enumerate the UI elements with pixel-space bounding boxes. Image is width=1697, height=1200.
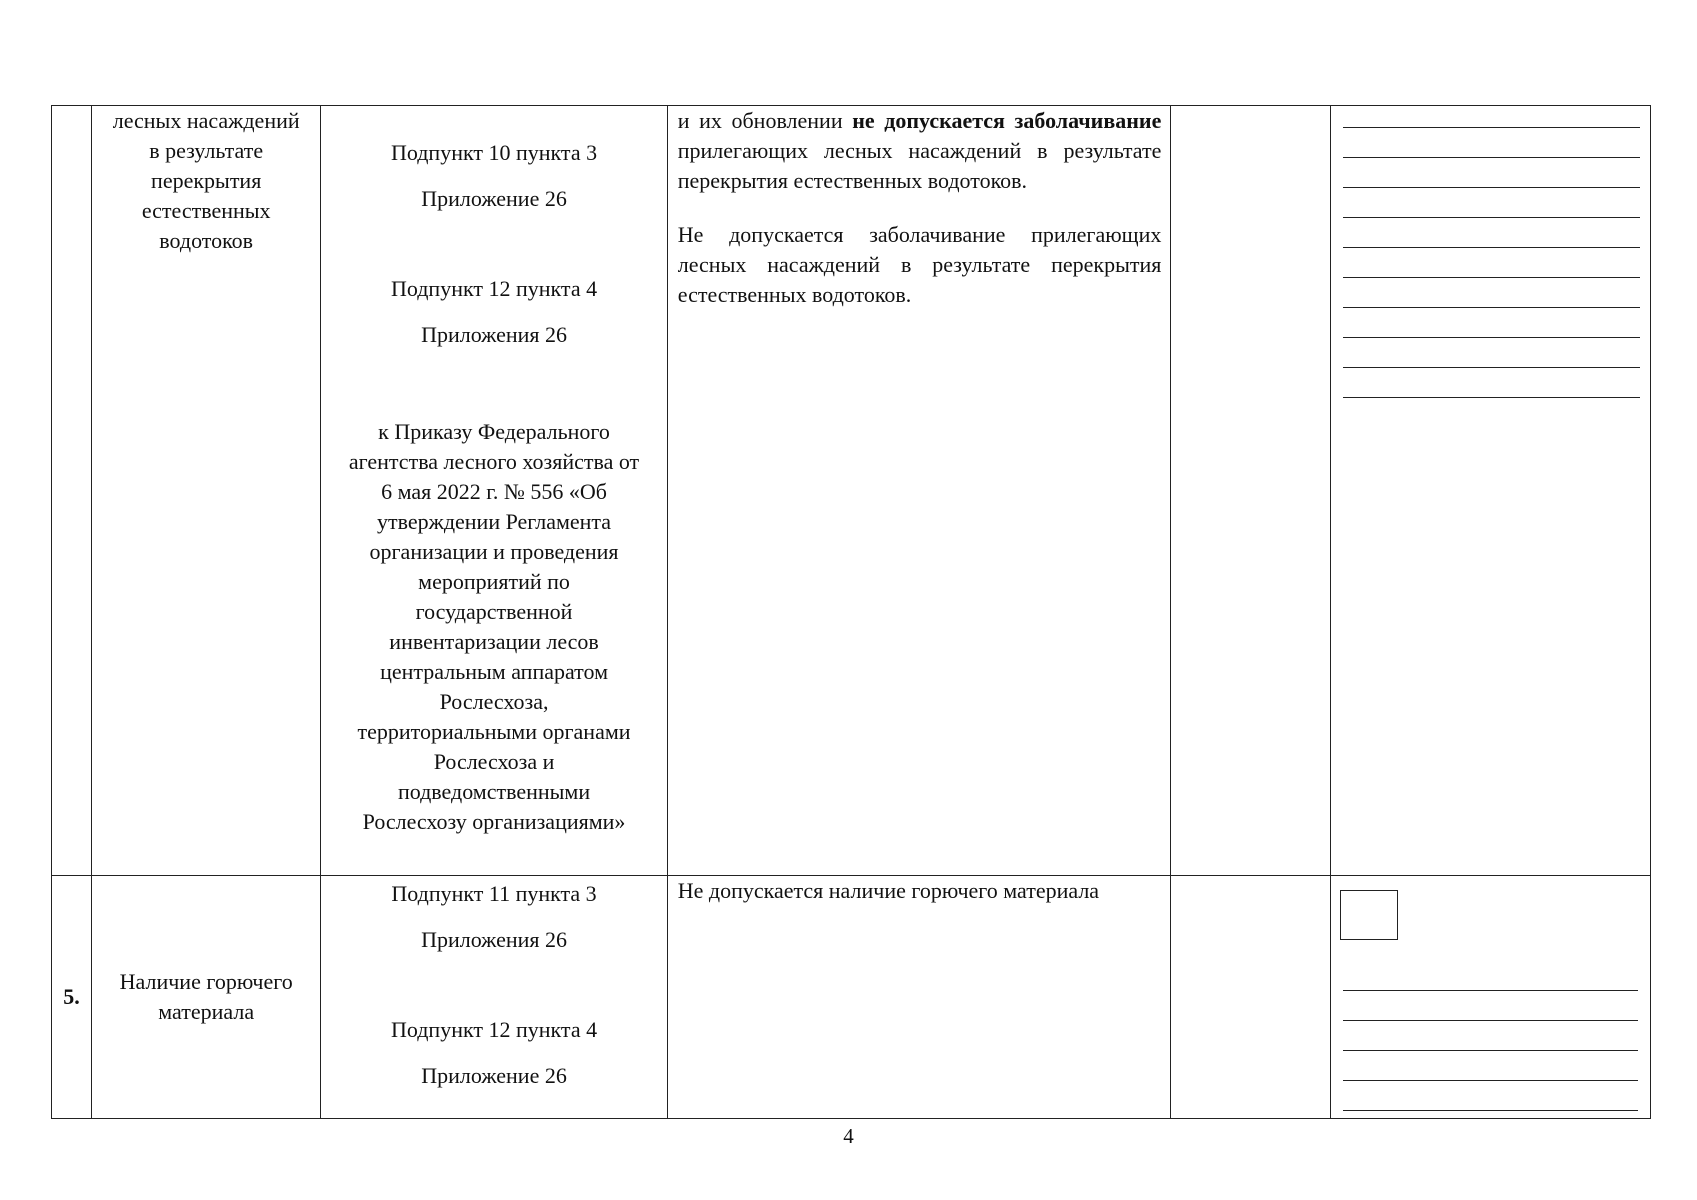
answer-line[interactable] (1343, 128, 1640, 158)
criterion-name-line: водотоков (159, 228, 254, 253)
legal-reference-cell (321, 876, 667, 1119)
answer-line[interactable] (1343, 308, 1640, 338)
inspection-table (51, 105, 1651, 1119)
answer-checkbox[interactable] (1340, 890, 1398, 940)
reference-clause: Подпункт 12 пункта 4 (390, 1017, 598, 1042)
order-line: утверждении Регламента (376, 509, 612, 534)
empty-cell (1171, 876, 1330, 1119)
criterion-name-cell (92, 106, 321, 876)
order-line: 6 мая 2022 г. № 556 «Об (381, 479, 607, 504)
reference-clause: Подпункт 12 пункта 4 (390, 276, 598, 301)
empty-cell (1171, 106, 1330, 876)
reference-appendix: Приложения 26 (421, 322, 567, 347)
criterion-name-cell (92, 876, 321, 1119)
order-line: государственной (415, 599, 573, 624)
reference-appendix: Приложение 26 (421, 1063, 567, 1088)
order-line: к Приказу Федерального (378, 419, 610, 444)
requirement-text: и их обновлении (677, 108, 853, 133)
order-line: подведомственными (397, 779, 591, 804)
answer-line[interactable] (1343, 1051, 1638, 1081)
answer-line[interactable] (1343, 278, 1640, 308)
requirement-cell (667, 876, 1171, 1119)
legal-reference-cell (321, 106, 667, 876)
page-number: 4 (843, 1124, 854, 1148)
requirement-text: прилегающих лесных насаждений в результате перекрытия естественных водотоков. (677, 138, 1162, 193)
criterion-name-line: естественных (141, 198, 271, 223)
reference-clause: Подпункт 11 пункта 3 (391, 881, 597, 906)
answer-line[interactable] (1343, 1081, 1638, 1111)
row-number: 5. (52, 876, 92, 1119)
answer-line[interactable] (1343, 368, 1640, 398)
order-reference-text (329, 417, 658, 837)
order-line: центральным аппаратом (380, 659, 609, 684)
order-line: мероприятий по (418, 569, 570, 594)
requirement-paragraph (678, 106, 1162, 196)
number-cell (52, 106, 92, 876)
reference-appendix: Приложение 26 (421, 186, 567, 211)
answer-line[interactable] (1343, 188, 1640, 218)
order-line: Рослесхозу организациями» (362, 809, 626, 834)
order-line: территориальными органами (357, 719, 631, 744)
answer-cell (1330, 106, 1650, 876)
answer-line[interactable] (1343, 1021, 1638, 1051)
requirement-emphasis: не допускается заболачивание (852, 108, 1162, 133)
criterion-name-line: материала (158, 999, 255, 1024)
requirement-paragraph: Не допускается заболачивание прилегающих лесных насаждений в результате перекрытия естественных водотоков. (677, 222, 1162, 307)
requirement-cell (667, 106, 1171, 876)
requirement-paragraph: Не допускается наличие горючего материала (677, 878, 1100, 903)
criterion-name-line: Наличие горючего (119, 969, 293, 994)
reference-clause: Подпункт 10 пункта 3 (390, 140, 598, 165)
answer-line[interactable] (1343, 338, 1640, 368)
table-row-continued (52, 106, 1651, 876)
answer-line[interactable] (1343, 158, 1640, 188)
criterion-name-line: перекрытия (151, 168, 262, 193)
criterion-name-line: лесных насаждений (112, 108, 300, 133)
order-line: агентства лесного хозяйства от (348, 449, 640, 474)
table-row-5 (52, 876, 1651, 1119)
order-line: инвентаризации лесов (389, 629, 599, 654)
answer-line[interactable] (1343, 991, 1638, 1021)
order-line: Рослесхоза, (439, 689, 549, 714)
order-line: организации и проведения (369, 539, 619, 564)
answer-cell (1330, 876, 1650, 1119)
answer-line[interactable] (1343, 248, 1640, 278)
reference-appendix: Приложения 26 (421, 927, 567, 952)
answer-line[interactable] (1343, 218, 1640, 248)
order-line: Рослесхоза и (433, 749, 555, 774)
criterion-name-line: в результате (149, 138, 264, 163)
